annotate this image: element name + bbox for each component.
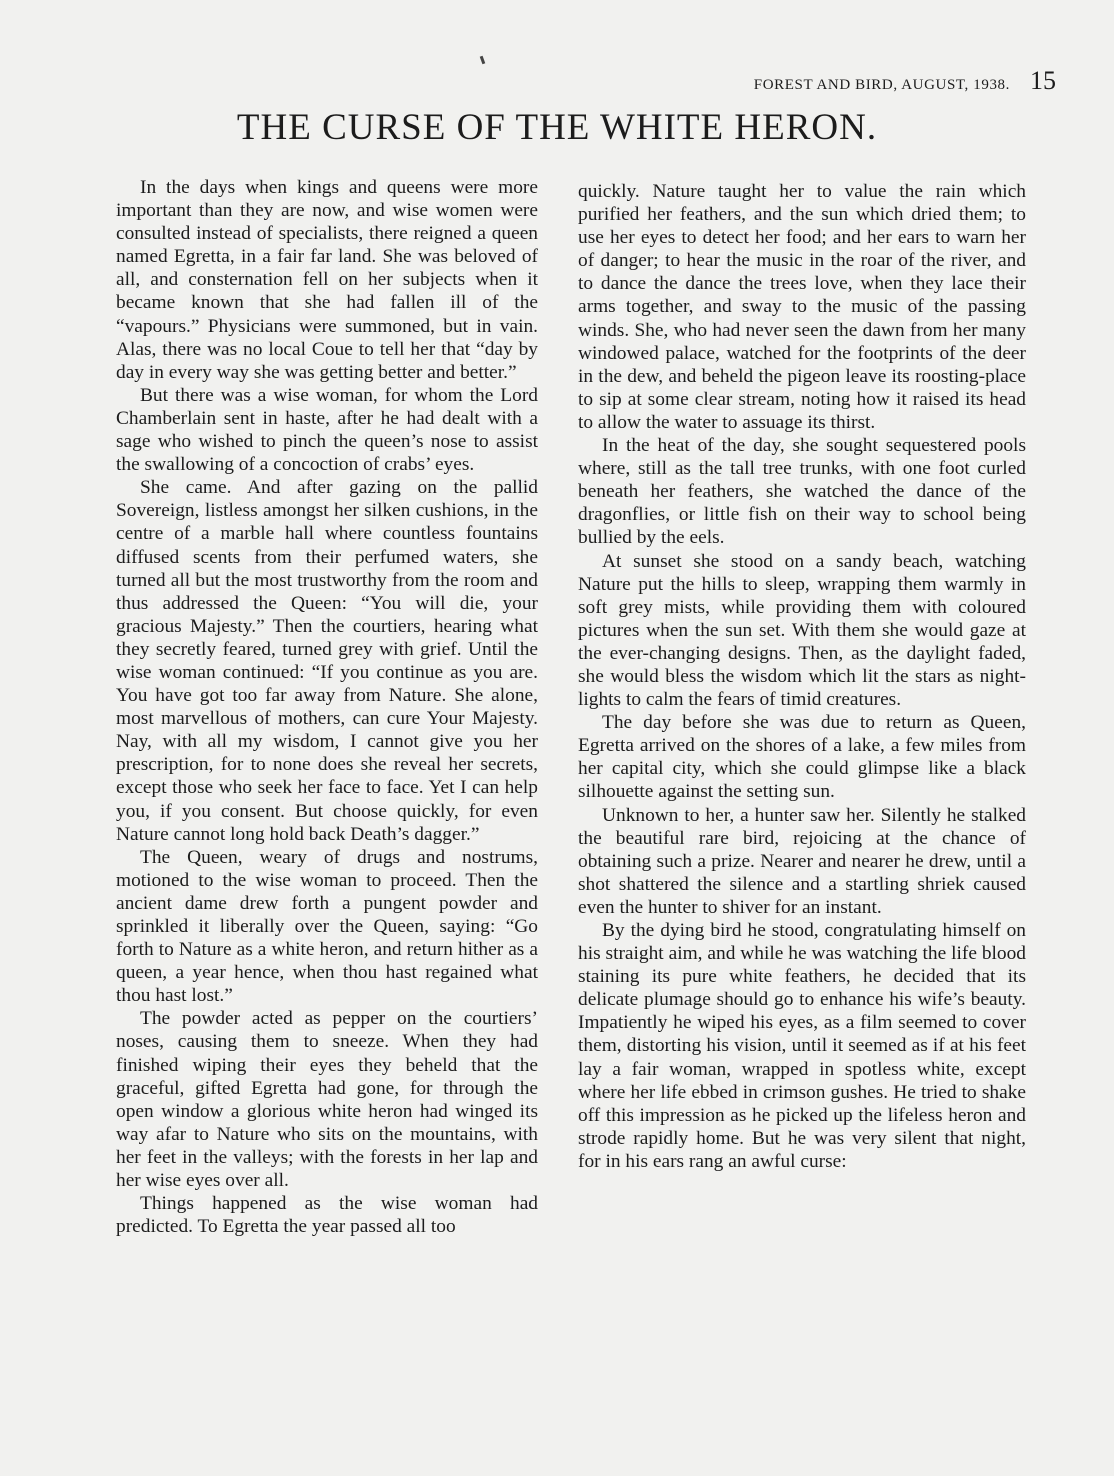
paragraph: By the dying bird he stood, congratulating himself on his straight aim, and while he was watching the life blood staining its pure white feathers, he decided that its delicate plumage should go to enhance his wife’s beauty. Impatiently he wiped his eyes, as a film seemed to cover them, distorting his vision, until it seemed as if at his feet lay a fair woman, wrapped in spotless white, except where her life ebbed in crimson gushes. He tried to shake off this impression as he picked up the lifeless heron and strode rapidly home. But he was very silent that night, for in his ears rang an awful curse: bbox=[578, 920, 1026, 1172]
paragraph: At sunset she stood on a sandy beach, watching Nature put the hills to sleep, wrapping them warmly in soft grey mists, while providing them with coloured pictures when the sun set. With them she would gaze at the ever-changing designs. Then, as the daylight faded, she would bless the wisdom which lit the stars as nightlights to calm the fears of timid creatures. bbox=[578, 550, 1026, 711]
paragraph: The Queen, weary of drugs and nostrums, motioned to the wise woman to proceed. Then the ancient dame drew forth a pungent powder and sprinkled it liberally over the Queen, saying: “Go forth to Nature as a white heron, and return hither as a queen, a year hence, when thou hast regained what thou hast lost.” bbox=[116, 846, 538, 1007]
article-title: THE CURSE OF THE WHITE HERON. bbox=[236, 107, 878, 148]
running-title: FOREST AND BIRD, AUGUST, 1938. bbox=[753, 77, 1010, 93]
paragraph: In the heat of the day, she sought sequestered pools where, still as the tall tree trunks, with one foot curled beneath her feathers, she watched the dance of the dragonflies, or little fish on their way to school being bullied by the eels. bbox=[578, 435, 1026, 549]
running-head bbox=[754, 66, 1056, 96]
left-column bbox=[116, 176, 538, 1238]
paragraph: The day before she was due to return as Queen, Egretta arrived on the shores of a lake, a few miles from her capital city, which she could glimpse like a black silhouette against the setting sun. bbox=[578, 712, 1026, 803]
paragraph: In the days when kings and queens were more important than they are now, and wise women were consulted instead of specialists, there reigned a queen named Egretta, in a fair far land. She was beloved of all, and consternation fell on her subjects when it became known that she had fallen ill of the “vapours.” Physicians were summoned, but in vain. Alas, there was no local Coue to tell her that “day by day in every way she was getting better and better.” bbox=[116, 177, 538, 383]
paragraph: But there was a wise woman, for whom the Lord Chamberlain sent in haste, after he had dealt with a sage who wished to pinch the queen’s nose to assist the swallowing of a concoction of crabs’ eyes. bbox=[116, 384, 538, 476]
paragraph: She came. And after gazing on the pallid Sovereign, listless amongst her silken cushions, in the centre of a marble hall where countless fountains diffused scents from their perfumed waters, she turned all but the most trustworthy from the room and thus addressed the Queen: “You will die, your gracious Majesty.” Then the courtiers, hearing what they secretly feared, turned grey with grief. Until the wise woman continued: “If you continue as you are. You have got too far away from Nature. She alone, most marvellous of mothers, can cure Your Majesty. Nay, with all my wisdom, I cannot give you her prescription, for to none does she reveal her secrets, except those who seek her face to face. Yet I can help you, if you consent. But choose quickly, for even Nature cannot long hold back Death’s dagger.” bbox=[116, 477, 538, 845]
paragraph: Unknown to her, a hunter saw her. Silently he stalked the beautiful rare bird, rejoicing at the chance of obtaining such a prize. Nearer and nearer he drew, until a shot shattered the silence and a startling shriek caused even the hunter to shiver for an instant. bbox=[578, 804, 1026, 918]
paragraph-continuation: quickly. Nature taught her to value the rain which purified her feathers, and the sun which dried them; to use her eyes to detect her food; and her ears to warn her of danger; to hear the music in the roar of the river, and to dance the dance the trees love, when they lace their arms together, and sway to the music of the passing winds. She, who had never seen the dawn from her many windowed palace, watched for the footprints of the deer in the dew, and beheld the pigeon leave its roosting-place to sip at some clear stream, noting how it raised its head to allow the water to assuage its thirst. bbox=[578, 181, 1026, 433]
paragraph: The powder acted as pepper on the courtiers’ noses, causing them to sneeze. When they had finished wiping their eyes they beheld that the graceful, gifted Egretta had gone, for through the open window a glorious white heron had winged its way afar to Nature who sits on the mountains, with her feet in the valleys; with the forests in her lap and her wise eyes over all. bbox=[116, 1008, 538, 1192]
right-column bbox=[578, 180, 1026, 1173]
paragraph: Things happened as the wise woman had predicted. To Egretta the year passed all too bbox=[116, 1193, 538, 1238]
page-number: 15 bbox=[1030, 66, 1056, 95]
ink-speck bbox=[480, 56, 486, 65]
